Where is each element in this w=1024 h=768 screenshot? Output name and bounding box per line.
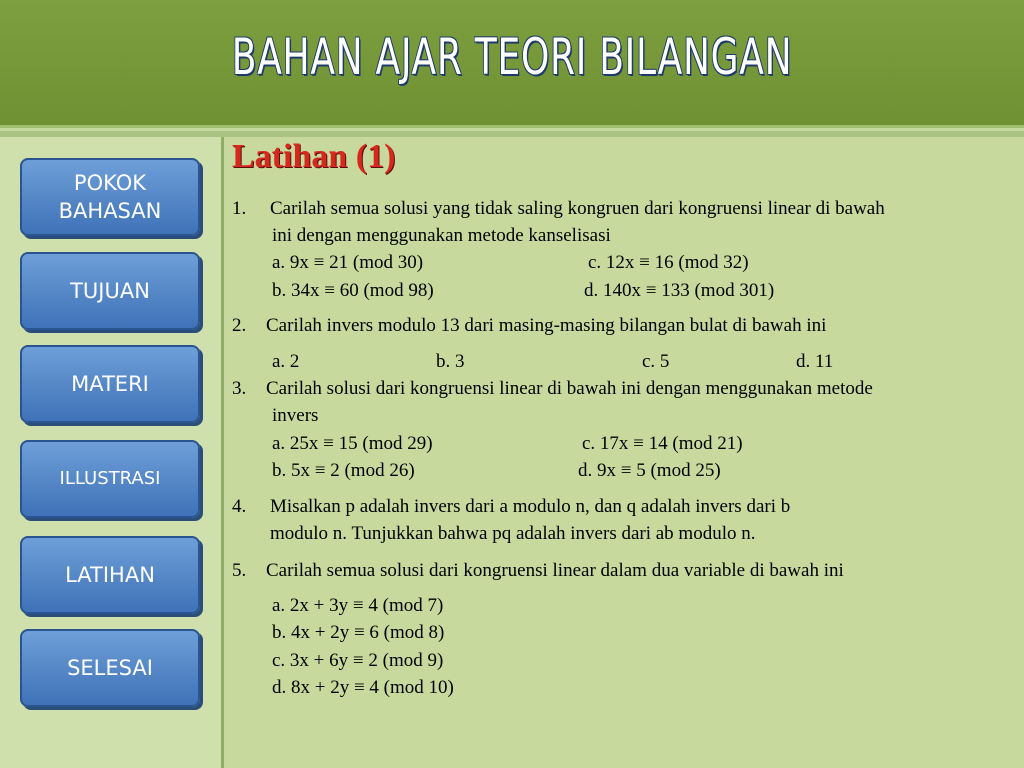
q5-option-c: c. 3x + 6y ≡ 2 (mod 9) [272, 650, 444, 671]
q3-text-cont: invers [272, 405, 319, 426]
nav-button-tujuan[interactable] [20, 252, 200, 330]
nav-label: SELESAI [67, 655, 153, 680]
q1-text: Carilah semua solusi yang tidak saling kongruen dari kongruensi linear di bawah [270, 198, 885, 219]
q3-option-d: d. 9x ≡ 5 (mod 25) [578, 460, 721, 481]
q3-option-b: b. 5x ≡ 2 (mod 26) [272, 460, 415, 481]
nav-button-illustrasi[interactable] [20, 440, 200, 518]
nav-label: LATIHAN [65, 562, 155, 587]
nav-label-line1: POKOK [73, 170, 147, 195]
q4-number: 4. [232, 496, 247, 517]
q4-text-cont: modulo n. Tunjukkan bahwa pq adalah invers dari ab modulo n. [270, 523, 756, 544]
q3-option-c: c. 17x ≡ 14 (mod 21) [582, 433, 743, 454]
q1-option-b: b. 34x ≡ 60 (mod 98) [272, 280, 434, 301]
q5-number: 5. [232, 560, 247, 581]
q1-number: 1. [232, 198, 247, 219]
q2-text: Carilah invers modulo 13 dari masing-masing bilangan bulat di bawah ini [266, 315, 827, 336]
nav-label: MATERI [71, 371, 149, 396]
q1-text-cont: ini dengan menggunakan metode kanselisasi [272, 225, 611, 246]
nav-button-pokok-bahasan[interactable] [20, 158, 200, 236]
page-title: BAHAN AJAR TEORI BILANGAN [231, 28, 793, 86]
q3-number: 3. [232, 378, 247, 399]
q2-number: 2. [232, 315, 247, 336]
nav-label: ILLUSTRASI [59, 467, 161, 489]
nav-label: TUJUAN [70, 278, 150, 303]
nav-label-line2: BAHASAN [58, 199, 162, 223]
q2-option-a: a. 2 [272, 351, 300, 372]
q3-option-a: a. 25x ≡ 15 (mod 29) [272, 433, 433, 454]
q5-text: Carilah semua solusi dari kongruensi linear dalam dua variable di bawah ini [266, 560, 844, 581]
q5-option-d: d. 8x + 2y ≡ 4 (mod 10) [272, 677, 454, 698]
nav-button-latihan[interactable] [20, 536, 200, 614]
q1-option-c: c. 12x ≡ 16 (mod 32) [588, 252, 749, 273]
q2-option-d: d. 11 [796, 351, 834, 372]
q3-text: Carilah solusi dari kongruensi linear di bawah ini dengan menggunakan metode [266, 378, 873, 399]
q1-option-d: d. 140x ≡ 133 (mod 301) [584, 280, 775, 301]
header-banner [0, 0, 1024, 128]
q4-text: Misalkan p adalah invers dari a modulo n, dan q adalah invers dari b [270, 496, 791, 517]
q5-option-b: b. 4x + 2y ≡ 6 (mod 8) [272, 622, 445, 643]
q2-option-b: b. 3 [436, 351, 465, 372]
section-title: Latihan (1) [232, 138, 396, 175]
q2-option-c: c. 5 [642, 351, 670, 372]
q5-option-a: a. 2x + 3y ≡ 4 (mod 7) [272, 595, 444, 616]
nav-button-materi[interactable] [20, 345, 200, 423]
q1-option-a: a. 9x ≡ 21 (mod 30) [272, 252, 424, 273]
nav-button-selesai[interactable] [20, 629, 200, 707]
